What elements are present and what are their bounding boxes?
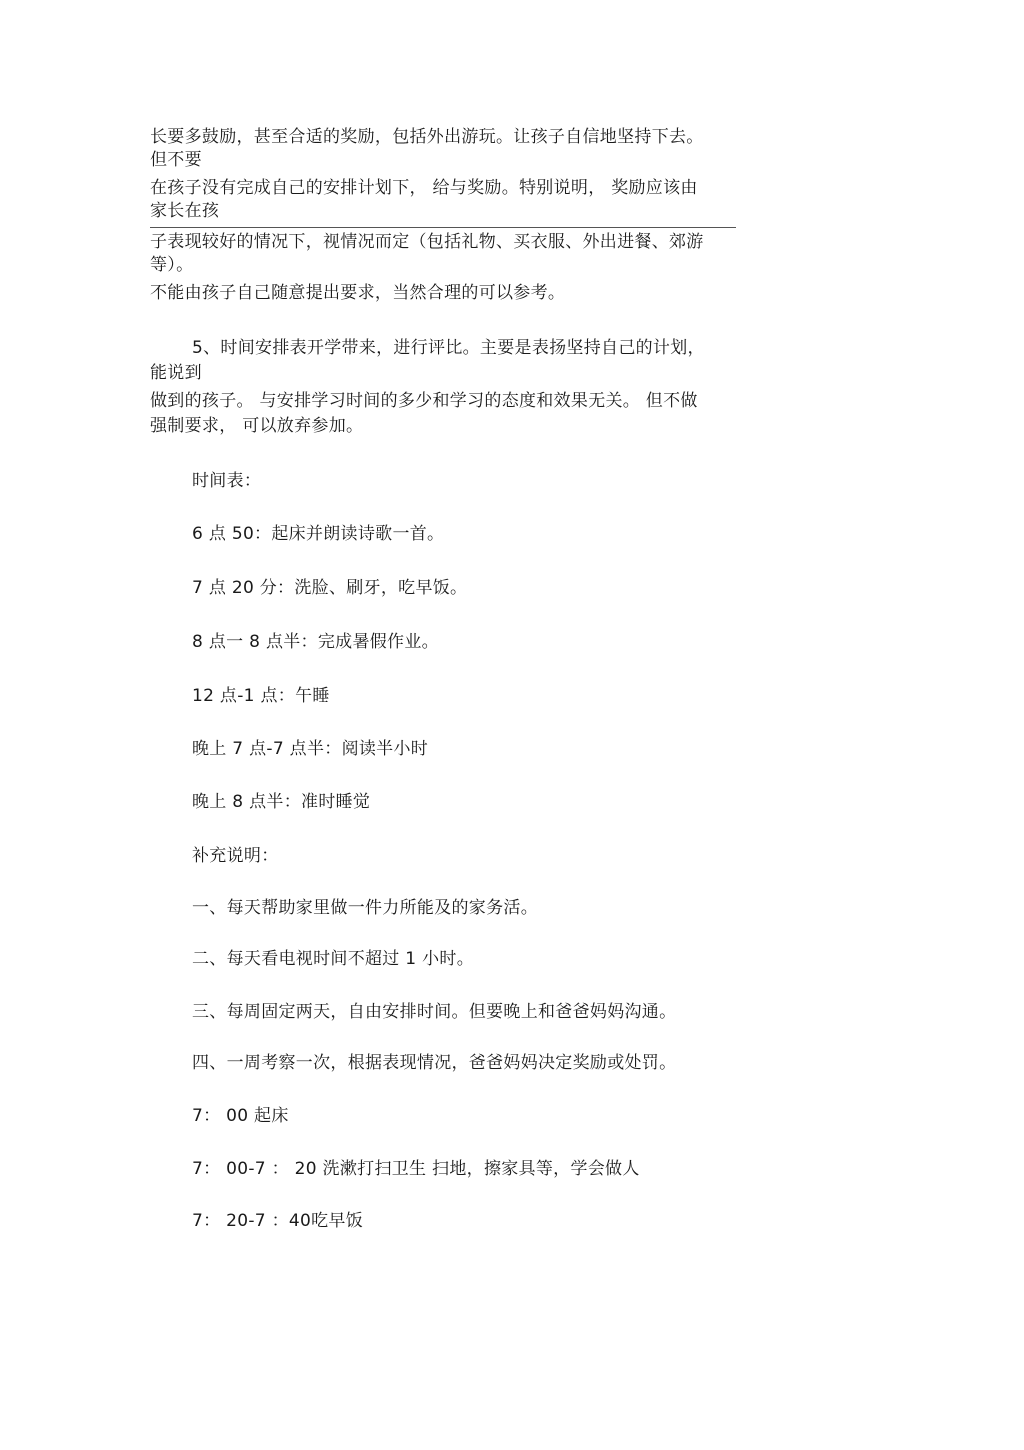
paragraph-line: 强制要求， 可以放弃参加。: [150, 416, 364, 436]
note-item: 二、每天看电视时间不超过 1 小时。: [192, 949, 475, 969]
schedule-title: 时间表：: [192, 471, 262, 491]
schedule2-item: 7： 00-7 ： 20 洗漱打扫卫生 扫地，擦家具等，学会做人: [192, 1159, 640, 1179]
paragraph-line: 在孩子没有完成自己的安排计划下， 给与奖励。特别说明， 奖励应该由: [150, 178, 698, 198]
paragraph-line: 等）。: [150, 255, 194, 275]
note-item: 四、一周考察一次，根据表现情况，爸爸妈妈决定奖励或处罚。: [192, 1053, 677, 1073]
paragraph-line: 但不要: [150, 150, 202, 170]
paragraph-line: 家长在孩: [150, 201, 220, 221]
notes-title: 补充说明：: [192, 846, 279, 866]
note-item: 一、每天帮助家里做一件力所能及的家务活。: [192, 898, 538, 918]
paragraph-line: 能说到: [150, 363, 202, 383]
paragraph-line: 子表现较好的情况下，视情况而定（包括礼物、买衣服、外出进餐、郊游: [150, 232, 704, 252]
schedule-item: 晚上 8 点半：准时睡觉: [192, 792, 371, 812]
paragraph-line: 5、时间安排表开学带来，进行评比。主要是表扬坚持自己的计划，: [192, 338, 705, 358]
schedule-item: 6 点 50：起床并朗读诗歌一首。: [192, 524, 445, 544]
paragraph-line: 不能由孩子自己随意提出要求，当然合理的可以参考。: [150, 283, 566, 303]
horizontal-rule: [150, 227, 736, 228]
schedule-item: 12 点-1 点：午睡: [192, 686, 330, 706]
schedule-item: 晚上 7 点-7 点半：阅读半小时: [192, 739, 429, 759]
schedule2-item: 7： 00 起床: [192, 1106, 289, 1126]
schedule2-item: 7： 20-7 ：40吃早饭: [192, 1211, 364, 1231]
schedule-item: 8 点一 8 点半：完成暑假作业。: [192, 632, 439, 652]
paragraph-line: 做到的孩子。 与安排学习时间的多少和学习的态度和效果无关。 但不做: [150, 391, 698, 411]
paragraph-line: 长要多鼓励，甚至合适的奖励，包括外出游玩。让孩子自信地坚持下去。: [150, 127, 704, 147]
schedule-item: 7 点 20 分：洗脸、刷牙，吃早饭。: [192, 578, 468, 598]
note-item: 三、每周固定两天，自由安排时间。但要晚上和爸爸妈妈沟通。: [192, 1002, 677, 1022]
